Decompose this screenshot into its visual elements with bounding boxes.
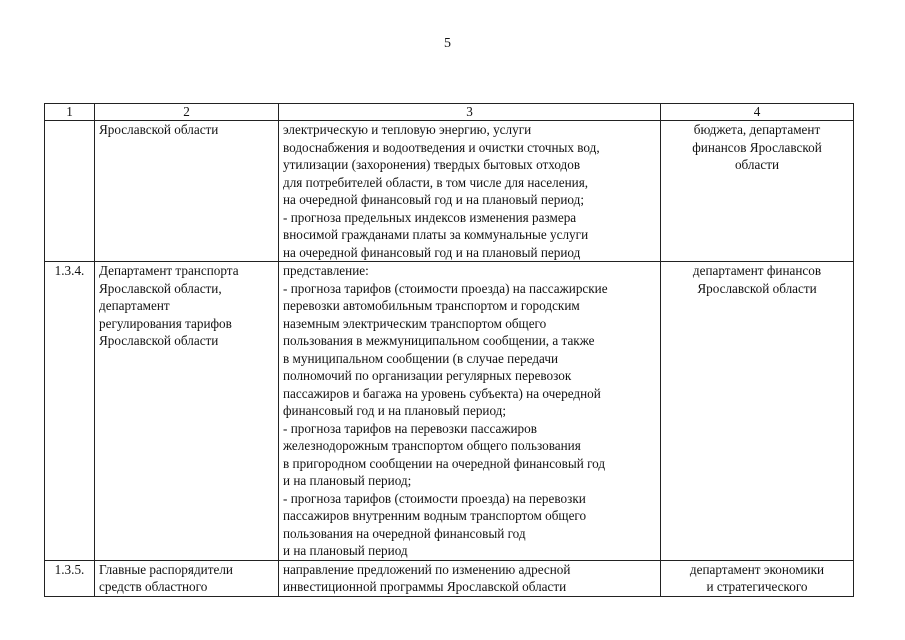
task-line: для потребителей области, в том числе для населения, [283, 174, 589, 190]
table-body [45, 121, 854, 597]
table-row [45, 560, 854, 596]
task-cell [279, 560, 661, 596]
task-line: на очередной финансовый год и на плановый период; [283, 192, 584, 207]
recipient-line: и стратегического [706, 579, 808, 594]
page-number: 5 [444, 36, 451, 51]
agency-line: Главные распорядители [99, 561, 233, 577]
task-cell [279, 262, 661, 561]
task-line: представление: [283, 263, 369, 278]
recipient-line: Ярославской области [697, 280, 817, 296]
agency-line: Департамент транспорта [99, 263, 239, 278]
task-line: и на плановый период; [283, 473, 412, 488]
task-line: вносимой гражданами платы за коммунальные услуги [283, 227, 589, 242]
recipient-line: департамент финансов [692, 263, 822, 278]
agency-cell [95, 262, 279, 561]
table-row [45, 262, 854, 561]
task-line: пассажиров внутренним водным транспортом общего [283, 508, 587, 523]
recipient-line: бюджета, департамент [693, 122, 821, 137]
recipient-cell [661, 560, 854, 596]
task-line: водоснабжения и водоотведения и очистки сточных вод, [283, 139, 600, 155]
row-number-cell: 1.3.5. [45, 560, 95, 596]
task-line: пользования в межмуниципальном сообщении, а также [283, 333, 595, 348]
table-header-row [45, 104, 854, 121]
task-line: пассажиров и багажа на уровень субъекта) на очередной [283, 385, 601, 401]
agency-line: Ярославской области [99, 122, 219, 137]
document-table [44, 103, 854, 597]
agency-line: департамент [99, 298, 170, 313]
row-number-cell: 1.3.4. [45, 262, 95, 561]
header-col-4: 4 [661, 104, 854, 121]
task-line: в муниципальном сообщении (в случае передачи [283, 350, 559, 366]
task-line: финансовый год и на плановый период; [283, 403, 507, 418]
agency-cell [95, 560, 279, 596]
header-col-3: 3 [279, 104, 661, 121]
recipient-cell [661, 262, 854, 561]
task-line: перевозки автомобильным транспортом и городским [283, 298, 580, 313]
task-line: инвестиционной программы Ярославской области [283, 579, 567, 594]
recipient-cell [661, 121, 854, 262]
agency-line: Ярославской области [99, 333, 219, 348]
agency-cell [95, 121, 279, 262]
task-line: пользования на очередной финансовый год [283, 525, 526, 541]
agency-line: Ярославской области, [99, 280, 222, 296]
agency-line: средств областного [99, 579, 208, 594]
row-number-cell [45, 121, 95, 262]
task-line: на очередной финансовый год и на плановый период [283, 244, 581, 260]
task-line: и на плановый период [283, 543, 408, 558]
task-line: электрическую и тепловую энергию, услуги [283, 122, 532, 137]
header-col-2: 2 [95, 104, 279, 121]
task-line: наземным электрическим транспортом общего [283, 315, 547, 331]
task-line: - прогноза тарифов на перевозки пассажиров [283, 420, 537, 436]
recipient-line: департамент экономики [689, 561, 825, 577]
task-cell [279, 121, 661, 262]
task-line: утилизации (захоронения) твердых бытовых отходов [283, 157, 581, 172]
task-line: направление предложений по изменению адресной [283, 561, 571, 577]
recipient-line: финансов Ярославской [692, 139, 822, 155]
task-line: - прогноза тарифов (стоимости проезда) на перевозки [283, 490, 586, 506]
header-col-1: 1 [45, 104, 95, 121]
task-line: железнодорожным транспортом общего пользования [283, 438, 581, 453]
table-row [45, 121, 854, 262]
task-line: - прогноза тарифов (стоимости проезда) на пассажирские [283, 280, 608, 296]
task-line: в пригородном сообщении на очередной финансовый год [283, 455, 606, 471]
agency-line: регулирования тарифов [99, 315, 232, 331]
task-line: полномочий по организации регулярных перевозок [283, 368, 572, 383]
recipient-line: области [734, 157, 780, 172]
task-line: - прогноза предельных индексов изменения размера [283, 209, 577, 225]
